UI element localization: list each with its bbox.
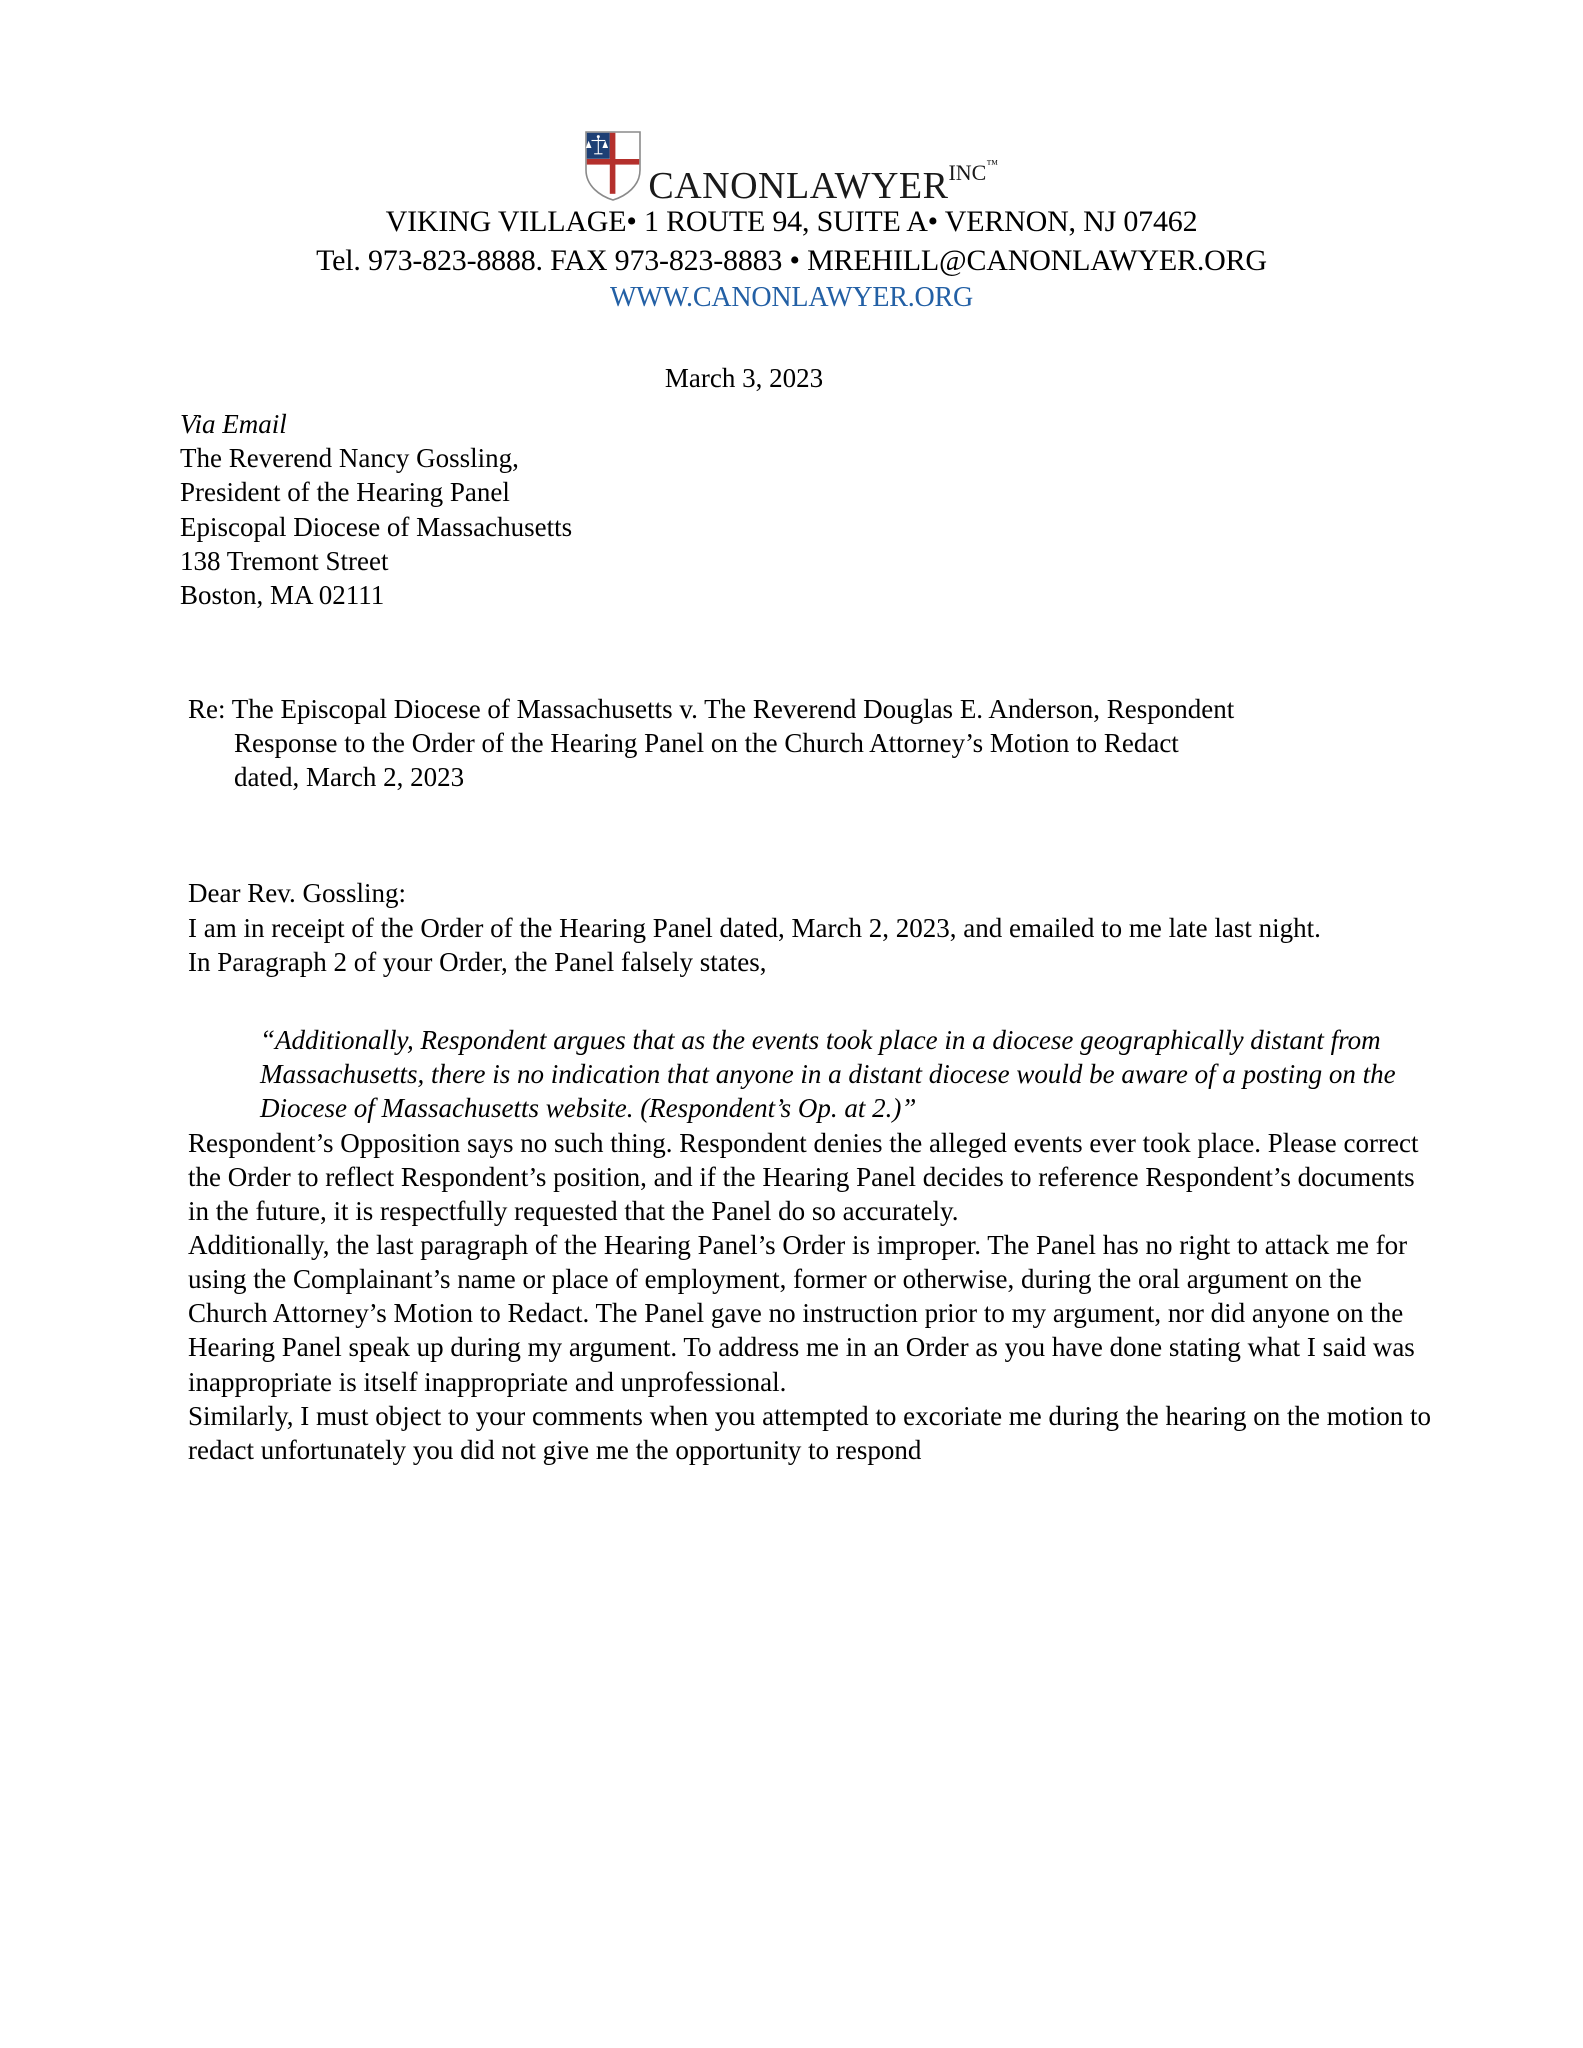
block-quote: “Additionally, Respondent argues that as the events took place in a diocese geographically distant from Massachusetts, there is no indication that anyone in a distant diocese would be aware of a posting on the Diocese of Massachusetts website. (Respondent’s Op. at 2.)”	[260, 1024, 1396, 1124]
scales-of-justice-shield-icon	[584, 130, 642, 202]
recipient-name: The Reverend Nancy Gossling,	[180, 443, 519, 474]
recipient-title: President of the Hearing Panel	[180, 477, 510, 508]
letter-date: March 3, 2023	[664, 362, 824, 393]
letterhead-website-link[interactable]: WWW.CANONLAWYER.ORG	[609, 282, 974, 313]
letterhead	[0, 0, 1583, 317]
logo-wordmark	[648, 149, 999, 210]
recipient-address-block	[180, 407, 1438, 612]
body-paragraph-4: Additionally, the last paragraph of the Hearing Panel’s Order is improper. The Panel has no right to attack me for using the Complainant’s name or place of employment, former or otherwise, during the oral argument on the Church Attorney’s Motion to Redact. The Panel gave no instruction prior to my argument, nor did anyone on the Hearing Panel speak up during my argument. To address me in an Order as you have done stating what I said was inappropriate is itself inappropriate and unprofessional.	[188, 1230, 1415, 1397]
trademark-symbol: ™	[986, 156, 999, 171]
body-paragraph-1: I am in receipt of the Order of the Hearing Panel dated, March 2, 2023, and emailed to me late last night.	[188, 912, 1321, 943]
delivery-method: Via Email	[180, 409, 287, 440]
re-subject-block	[180, 692, 1438, 794]
recipient-city-state-zip: Boston, MA 02111	[180, 579, 385, 610]
company-logo	[0, 128, 1583, 210]
salutation: Dear Rev. Gossling:	[188, 878, 406, 909]
re-line-2: Response to the Order of the Hearing Panel on the Church Attorney’s Motion to Redact	[234, 728, 1179, 759]
letterhead-contact: Tel. 973-823-8888. FAX 973-823-8883 • MREHILL@CANONLAWYER.ORG	[316, 244, 1267, 277]
logo-text-inc: INC	[948, 159, 987, 185]
letter-body	[0, 361, 1583, 1467]
re-label: Re:	[188, 693, 226, 724]
re-line-3: dated, March 2, 2023	[234, 762, 465, 793]
recipient-street: 138 Tremont Street	[180, 545, 389, 576]
letterhead-address: VIKING VILLAGE• 1 ROUTE 94, SUITE A• VERNON, NJ 07462	[385, 205, 1198, 238]
logo-text-lawyer: lawyer	[785, 149, 949, 210]
recipient-organization: Episcopal Diocese of Massachusetts	[180, 511, 573, 542]
body-paragraph-2: In Paragraph 2 of your Order, the Panel falsely states,	[188, 946, 767, 977]
body-paragraph-3: Respondent’s Opposition says no such thing. Respondent denies the alleged events ever took place. Please correct the Order to reflect Respondent’s position, and if the Hearing Panel decides to reference Respondent’s documents in the future, it is respectfully requested that the Panel do so accurately.	[188, 1127, 1419, 1226]
body-paragraph-5: Similarly, I must object to your comments when you attempted to excoriate me during the hearing on the motion to redact unfortunately you did not give me the opportunity to respond	[188, 1400, 1431, 1465]
re-line-1: The Episcopal Diocese of Massachusetts v. The Reverend Douglas E. Anderson, Respondent	[231, 693, 1235, 724]
logo-text-canon: canon	[648, 149, 786, 210]
